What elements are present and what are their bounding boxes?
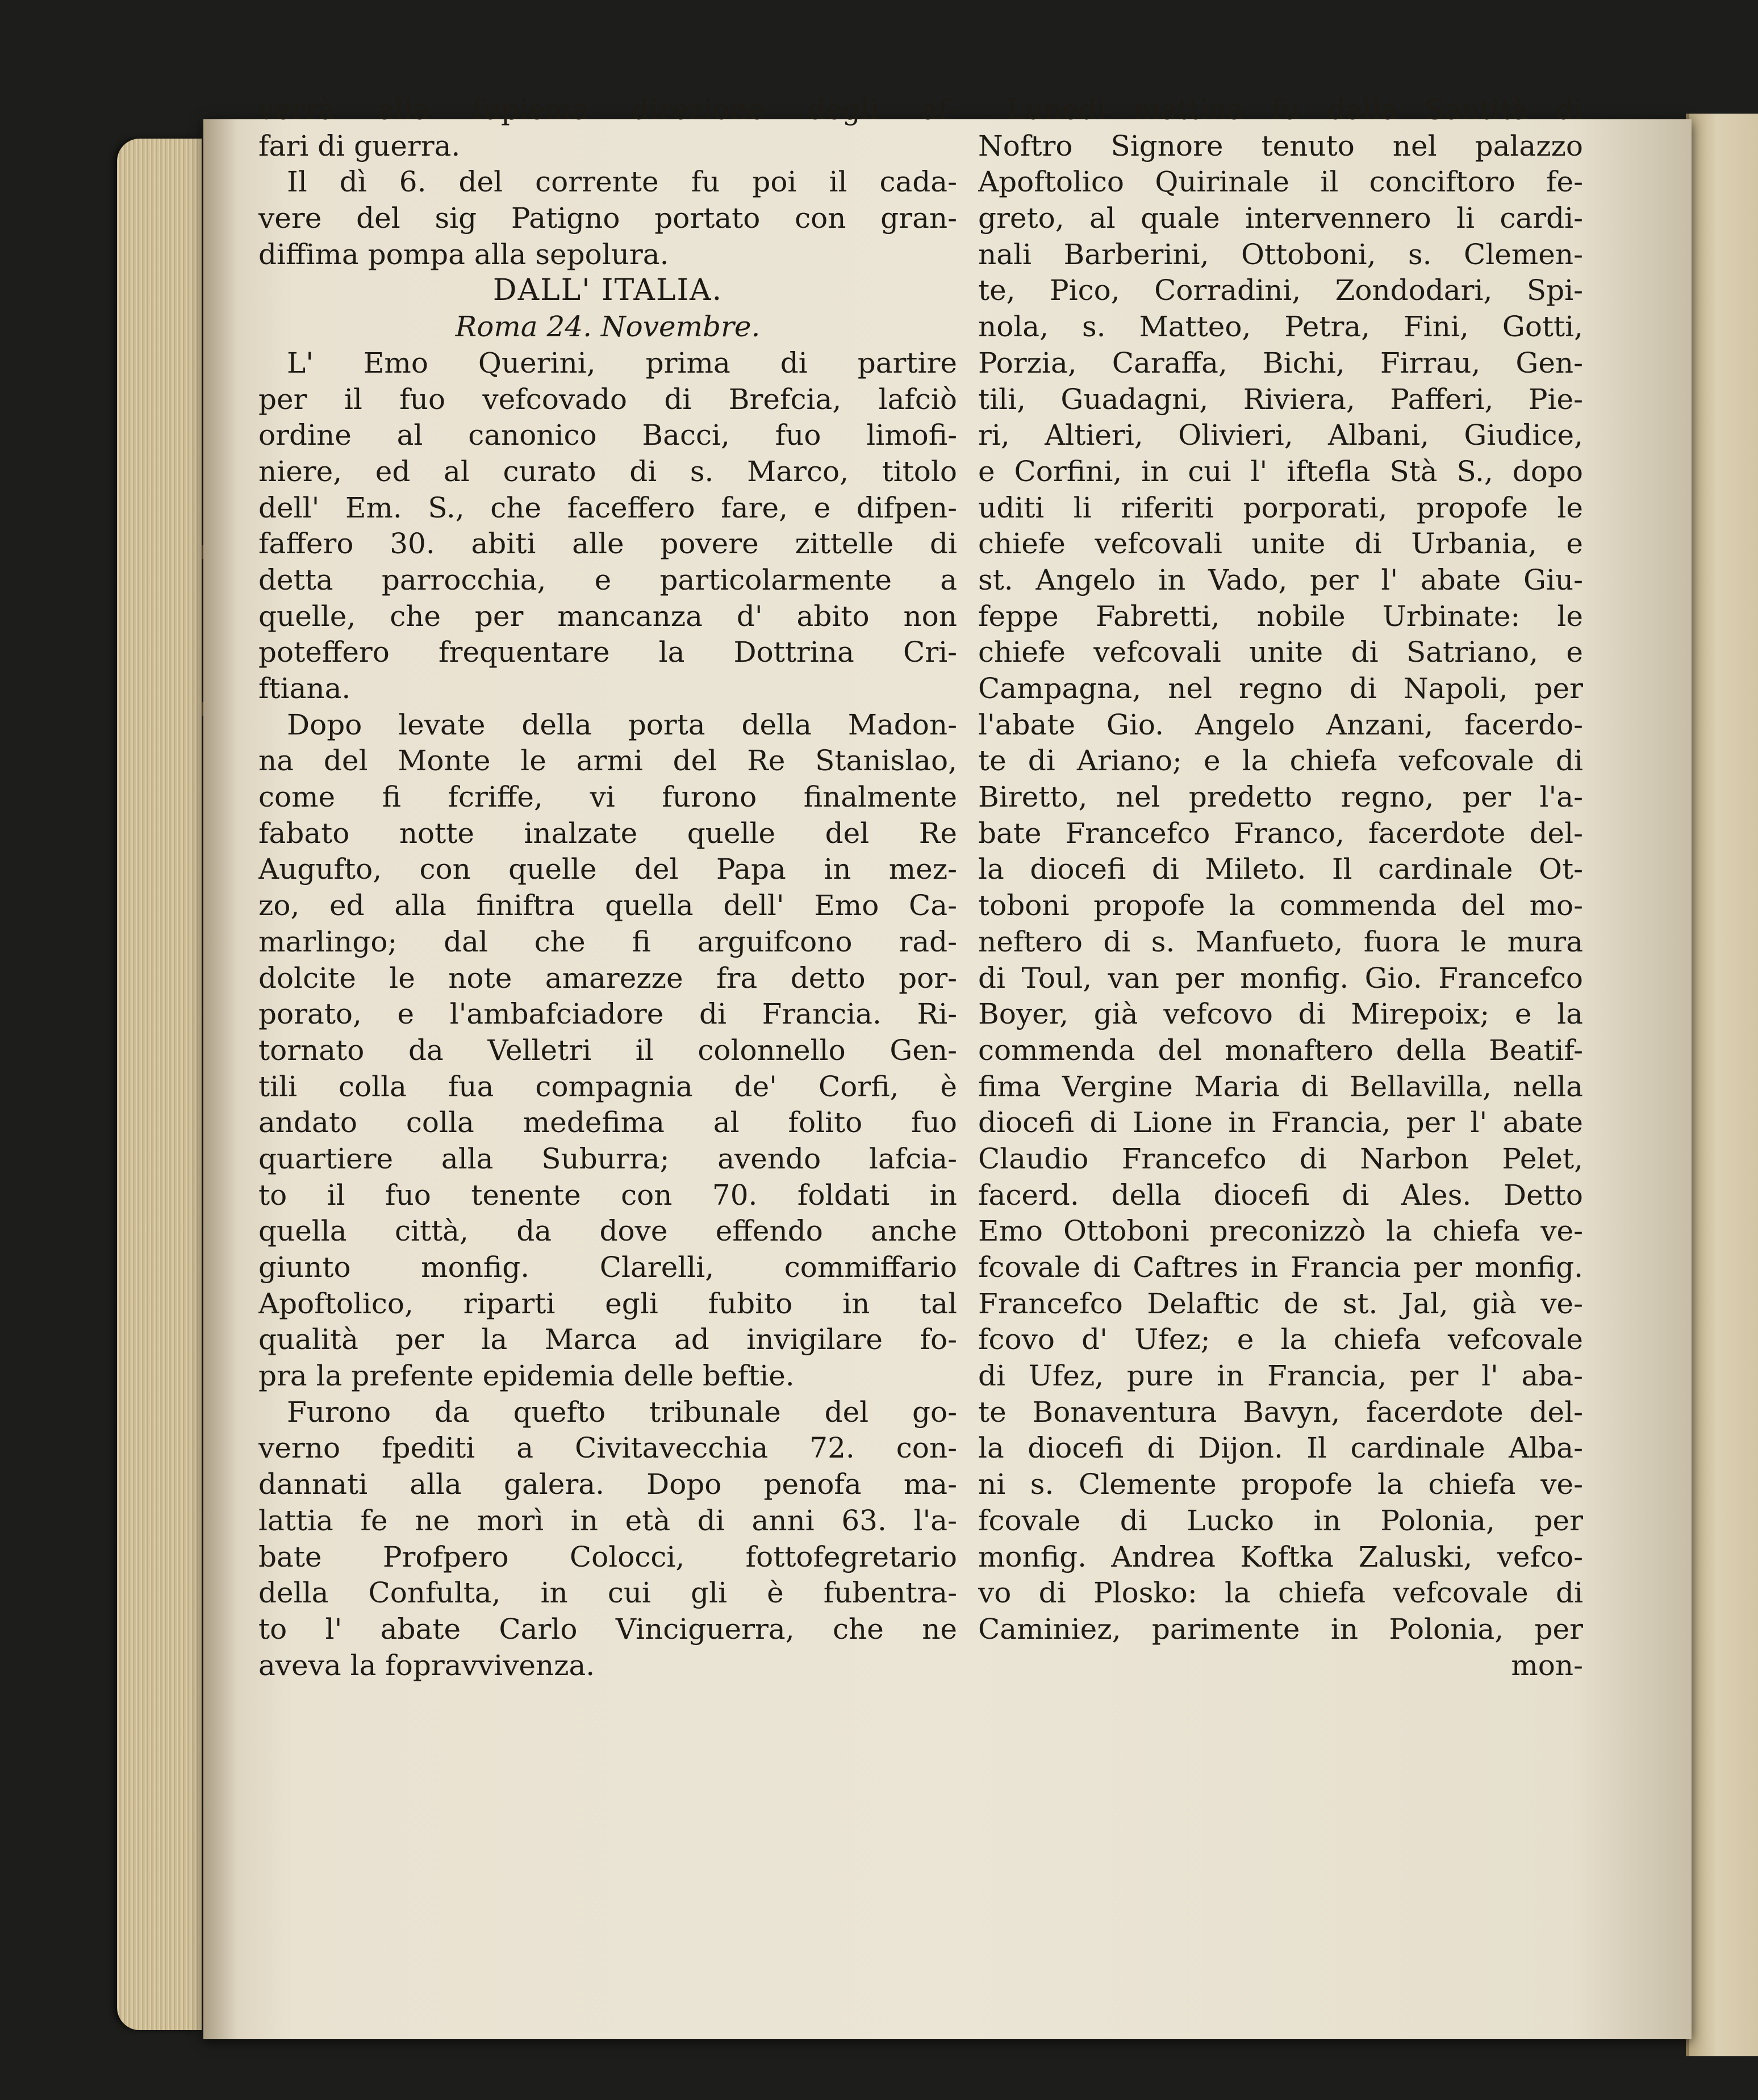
text-line: poteffero frequentare la Dottrina Cri-: [258, 636, 957, 669]
text-line: Claudio Francefco di Narbon Pelet,: [978, 1142, 1583, 1175]
text-line: tili colla fua compagnia de' Corfi, è: [258, 1070, 957, 1103]
text-line: dannati alla galera. Dopo penofa ma-: [258, 1468, 957, 1501]
text-line: come fi fcriffe, vi furono finalmente: [258, 780, 957, 814]
text-line: fcovale di Lucko in Polonia, per: [978, 1504, 1583, 1537]
text-line: Augufto, con quelle del Papa in mez-: [258, 853, 957, 886]
text-line: chiefe vefcovali unite di Satriano, e: [978, 636, 1583, 669]
text-line: qualità per la Marca ad invigilare fo-: [258, 1323, 957, 1356]
text-line: faffero 30. abiti alle povere zittelle di: [258, 527, 957, 561]
text-line: di Toul, van per monfig. Gio. Francefco: [978, 961, 1583, 995]
text-line: bate Profpero Colocci, fottofegretario: [258, 1540, 957, 1573]
text-line: to il fuo tenente con 70. foldati in: [258, 1178, 957, 1212]
right-text-column: [978, 92, 1583, 1684]
text-line: Caminiez, parimente in Polonia, per: [978, 1612, 1583, 1646]
text-line: vere del sig Patigno portato con gran-: [258, 202, 957, 235]
text-line: aveva la fopravvivenza.: [258, 1648, 595, 1682]
text-line: nola, s. Matteo, Petra, Fini, Gotti,: [978, 310, 1583, 344]
text-line: Apoftolico Quirinale il conciftoro fe-: [978, 165, 1583, 199]
text-line: verrà alla fupiema direzione degli af-: [258, 93, 957, 126]
text-line: uditi li riferiti porporati, propofe le: [978, 491, 1583, 524]
text-line: diocefi di Lione in Francia, per l' abate: [978, 1106, 1583, 1139]
text-line: to l' abate Carlo Vinciguerra, che ne: [258, 1612, 957, 1646]
text-line: diffima pompa alla sepolura.: [258, 237, 669, 271]
text-line: nali Barberini, Ottoboni, s. Clemen-: [978, 237, 1583, 271]
text-line: ni s. Clemente propofe la chiefa ve-: [978, 1468, 1583, 1501]
text-line: greto, al quale intervennero li cardi-: [978, 202, 1583, 235]
text-line: dolcite le note amarezze fra detto por-: [258, 961, 957, 995]
text-line: ordine al canonico Bacci, fuo limofi-: [258, 419, 957, 452]
text-line: toboni propofe la commenda del mo-: [978, 889, 1583, 922]
gutter-shadow: [203, 119, 237, 2039]
text-line: Noftro Signore tenuto nel palazzo: [978, 129, 1583, 162]
text-line: la diocefi di Mileto. Il cardinale Ot-: [978, 853, 1583, 886]
catchword: mon-: [1511, 1648, 1583, 1682]
text-line: quartiere alla Suburra; avendo lafcia-: [258, 1142, 957, 1175]
text-line: dell' Em. S., che faceffero fare, e difpen-: [258, 491, 957, 524]
text-line: te di Ariano; e la chiefa vefcovale di: [978, 744, 1583, 778]
text-line: te Bonaventura Bavyn, facerdote del-: [978, 1395, 1583, 1429]
text-line: Francefco Delaftic de st. Jal, già ve-: [978, 1287, 1583, 1320]
text-line: facerd. della diocefi di Ales. Detto: [978, 1178, 1583, 1212]
text-line: commenda del monaftero della Beatif-: [978, 1033, 1583, 1067]
text-line: fima Vergine Maria di Bellavilla, nella: [978, 1070, 1583, 1103]
text-line: Dopo levate della porta della Madon-: [287, 708, 957, 741]
text-line: vo di Plosko: la chiefa vefcovale di: [978, 1576, 1583, 1610]
text-line: te, Pico, Corradini, Zondodari, Spi-: [978, 274, 1583, 307]
text-line: bate Francefco Franco, facerdote del-: [978, 816, 1583, 850]
text-line: chiefe vefcovali unite di Urbania, e: [978, 527, 1583, 561]
text-line: della Confulta, in cui gli è fubentra-: [258, 1576, 957, 1610]
text-line: quella città, da dove effendo anche: [258, 1214, 957, 1248]
facing-page-edge: [1686, 114, 1758, 2056]
text-line: fcovale di Caftres in Francia per monfig.: [978, 1251, 1583, 1284]
text-line: ftiana.: [258, 672, 351, 705]
text-line: di Ufez, pure in Francia, per l' aba-: [978, 1359, 1583, 1393]
text-line: ri, Altieri, Olivieri, Albani, Giudice,: [978, 419, 1583, 452]
text-line: Porzia, Caraffa, Bichi, Firrau, Gen-: [978, 346, 1583, 379]
text-line: tornato da Velletri il colonnello Gen-: [258, 1033, 957, 1067]
text-line: tili, Guadagni, Riviera, Pafferi, Pie-: [978, 382, 1583, 416]
text-line: verno fpediti a Civitavecchia 72. con-: [258, 1431, 957, 1465]
text-line: zo, ed alla finiftra quella dell' Emo Ca-: [258, 889, 957, 922]
text-line: per il fuo vefcovado di Brefcia, lafciò: [258, 382, 957, 416]
text-line: Furono da quefto tribunale del go-: [287, 1395, 957, 1429]
text-line: monfig. Andrea Koftka Zaluski, vefco-: [978, 1540, 1583, 1573]
text-line: l'abate Gio. Angelo Anzani, facerdo-: [978, 708, 1583, 741]
left-text-column: [258, 92, 957, 1684]
dateline: Roma 24. Novembre.: [455, 310, 761, 344]
text-line: pra la prefente epidemia delle beftie.: [258, 1359, 795, 1393]
text-line: Boyer, già vefcovo di Mirepoix; e la: [978, 997, 1583, 1031]
text-line: la diocefi di Dijon. Il cardinale Alba-: [978, 1431, 1583, 1465]
page-edges: [117, 139, 202, 2030]
text-line: fari di guerra.: [258, 129, 461, 162]
text-line: marlingo; dal che fi arguifcono rad-: [258, 925, 957, 958]
text-line: niere, ed al curato di s. Marco, titolo: [258, 454, 957, 488]
text-line: fcovo d' Ufez; e la chiefa vefcovale: [978, 1323, 1583, 1356]
text-line: Apoftolico, riparti egli fubito in tal: [258, 1287, 957, 1320]
text-line: Emo Ottoboni preconizzò la chiefa ve-: [978, 1214, 1583, 1248]
text-line: quelle, che per mancanza d' abito non: [258, 599, 957, 633]
text-line: lattia fe ne morì in età di anni 63. l'a-: [258, 1504, 957, 1537]
text-line: st. Angelo in Vado, per l' abate Giu-: [978, 563, 1583, 596]
text-line: L' Emo Querini, prima di partire: [287, 346, 957, 379]
text-line: feppe Fabretti, nobile Urbinate: le: [978, 599, 1583, 633]
text-line: giunto monfig. Clarelli, commiffario: [258, 1251, 957, 1284]
text-line: detta parrocchia, e particolarmente a: [258, 563, 957, 596]
text-line: na del Monte le armi del Re Stanislao,: [258, 744, 957, 778]
text-line: neftero di s. Manfueto, fuora le mura: [978, 925, 1583, 958]
text-line: andato colla medefima al folito fuo: [258, 1106, 957, 1139]
text-line: Il dì 6. del corrente fu poi il cada-: [287, 165, 957, 199]
text-line: Lunedì mattina fu dalla Santità di: [1007, 93, 1583, 126]
text-line: Biretto, nel predetto regno, per l'a-: [978, 780, 1583, 814]
text-line: fabato notte inalzate quelle del Re: [258, 816, 957, 850]
section-heading: DALL' ITALIA.: [492, 273, 723, 308]
text-line: porato, e l'ambafciadore di Francia. Ri-: [258, 997, 957, 1031]
text-line: Campagna, nel regno di Napoli, per: [978, 672, 1583, 705]
text-line: e Corfini, in cui l' iftefla Stà S., dopo: [978, 454, 1583, 488]
